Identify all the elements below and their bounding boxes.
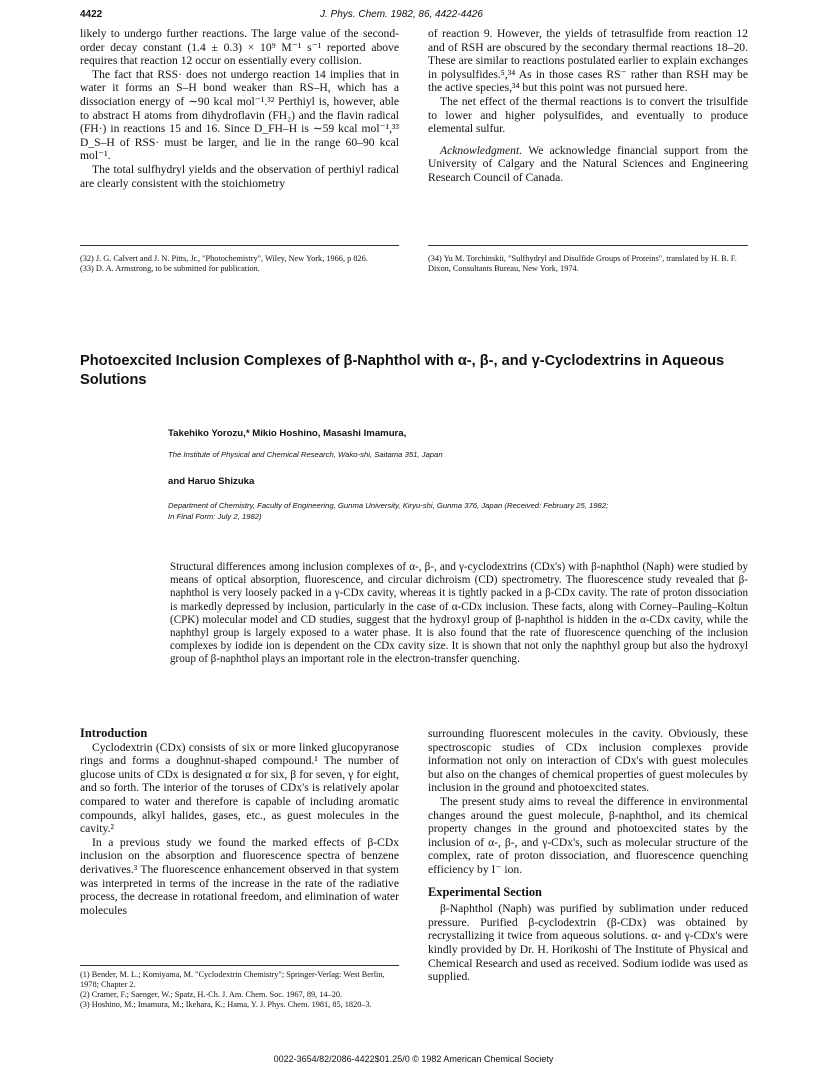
acknowledgment [428,144,748,185]
paragraph: The total sulfhydryl yields and the observation of perthiyl radical are clearly consistent with the stoichiometry [80,162,399,190]
journal-citation: J. Phys. Chem. 1982, 86, 4422-4426 [320,9,483,20]
page-number: 4422 [80,9,103,20]
article-footnotes [80,970,399,1010]
section-heading-introduction: Introduction [80,726,148,740]
copyright-footer: 0022-3654/82/2086-4422$01.25/0 © 1982 American Chemical Society [273,1054,554,1064]
paragraph: likely to undergo further reactions. The large value of the second-order decay constant (1.4 ± 0.3) × 10⁹ M⁻¹ s⁻¹ reported above requires that reaction 12 occur on essentially every collision. [80,27,399,68]
prev-footnotes-right [428,254,748,274]
affiliation-2-line: Department of Chemistry, Faculty of Engineering, Gunma University, Kiryu-shi, Gunma 376, Japan (Received: February 25, 1982; [168,501,609,510]
paragraph: The fact that RSS· does not undergo reaction 14 implies that in water it forms an S–H bond weaker than RS–H, which has a dissociation energy of ∼90 kcal mol⁻¹.³² Perthiyl is, however, able to abstract H atoms from dihydroflavin (FH₂) and the flavin radical (FH·) in reactions 15 and 16. Since D_FH–H is ∼59 kcal mol⁻¹,³³ D_S–H of RSS· must be larger, and lie in the range 60–90 kcal mol⁻¹. [80,67,399,163]
article-title: Photoexcited Inclusion Complexes of β-Naphthol with α-, β-, and γ-Cyclodextrins in Aqueous Solutions [80,353,725,388]
author-list-1: Takehiko Yorozu,* Mikio Hoshino, Masashi Imamura, [168,428,407,439]
footnote-divider [428,245,748,246]
prev-footnotes-left [80,254,399,274]
affiliation-2 [168,500,748,522]
affiliation-2-line: In Final Form: July 2, 1982) [168,512,262,521]
paragraph: of reaction 9. However, the yields of tetrasulfide from reaction 12 and of RSH are obscured by the secondary thermal reactions 18–20. These are similar to reactions postulated earlier to explain exchanges in polysulfides.⁵,³⁴ As in those cases RS⁻ rather than RSH may be the active species,³⁴ but this point was not pursued here. [428,27,748,95]
footnote: (1) Bender, M. L.; Komiyama, M. "Cyclodextrin Chemistry"; Springer-Verlag: West Berlin, 1978; Chapter 2. [80,970,385,989]
footnote: (32) J. G. Calvert and J. N. Pitts, Jr., "Photochemistry", Wiley, New York, 1966, p 826. [80,254,368,263]
paragraph: β-Naphthol (Naph) was purified by sublimation under reduced pressure. Purified β-cyclodextrin (β-CDx) was obtained by recrystallizing it twice from aqueous solutions. α- and γ-CDx's were kindly provided by Dr. H. Horikoshi of The Institute of Physical and Chemical Research and used as received. Sodium iodide was used as supplied. [428,902,748,984]
footnote: (2) Cramer, F.; Saenger, W.; Spatz, H.-Ch. J. Am. Chem. Soc. 1967, 89, 14–20. [80,990,343,999]
paragraph: surrounding fluorescent molecules in the cavity. Obviously, these spectroscopic studies of CDx inclusion complexes provide information not only on interaction of CDx's with guest molecules but also on the changes of chemical properties of guest molecules by inclusion in the ground and photoexcited states. [428,727,748,795]
body-right-column [428,727,748,984]
section-heading-experimental: Experimental Section [428,884,542,899]
abstract: Structural differences among inclusion complexes of α-, β-, and γ-cyclodextrins (CDx's) with β-naphthol (Naph) were studied by means of optical absorption, fluorescence, and circular dichroism (CD) spectrometry. The fluorescence study revealed that β-naphthol is very loosely packed in a γ-CDx cavity, whereas it is tightly packed in a β-CDx cavity. The rate of proton dissociation is markedly depressed by inclusion, particularly in the case of α-CDx inclusion. These facts, along with Corney–Pauling–Koltun (CPK) molecular model and CD studies, suggest that the hydroxyl group of β-naphthol is hidden in the α-CDx cavity, while the naphthyl group is largely exposed to a water phase. It is also found that the rate of fluorescence quenching of the inclusion complexes by iodide ion is dependent on the CDx cavity size. It is shown that not only the naphthyl group but also the hydroxyl group of β-naphthol plays an important role in the electron-transfer quenching. [170,561,748,666]
running-header [80,9,748,23]
paragraph: The present study aims to reveal the difference in environmental changes around the guest molecule, β-naphthol, and its chemical property changes in the ground and photoexcited states by the inclusion of α-, β-, and γ-CDx's, such as molecular structure of the complex, rate of proton dissociation, and fluorescence quenching efficiency by I⁻ ion. [428,794,748,876]
affiliation-1: The Institute of Physical and Chemical Research, Wako-shi, Saitama 351, Japan [168,450,443,459]
paragraph: In a previous study we found the marked effects of β-CDx inclusion on the absorption and fluorescence spectra of benzene derivatives.³ The fluorescence enhancement observed in that system was interpreted in terms of the increase in the rate of the radiative process, the decrease in rotational freedom, and elimination of water molecules [80,835,399,917]
prev-article-left-column [80,27,399,190]
footnote-divider [80,965,399,966]
body-left-column [80,727,399,917]
prev-article-right-column [428,27,748,185]
paragraph: Cyclodextrin (CDx) consists of six or more linked glucopyranose rings and forms a doughnut-shaped compound.¹ The number of glucose units of CDx is designated α for six, β for seven, γ for eight, and so forth. The interior of the toruses of CDx's is relatively apolar compared to water and therefore is capable of including aromatic compounds, alkyl halides, gases, etc., as guest molecules in the cavity.² [80,740,399,836]
footnote: (33) D. A. Armstrong, to be submitted for publication. [80,264,260,273]
author-list-2: and Haruo Shizuka [168,476,255,487]
acknowledgment-text: We acknowledge financial support from the University of Calgary and the Natural Sciences and Engineering Research Council of Canada. [428,143,748,184]
footnote: (3) Hoshino, M.; Imamura, M.; Ikehara, K.; Hama, Y. J. Phys. Chem. 1981, 85, 1820–3. [80,1000,372,1009]
footnote: (34) Yu M. Torchinskii, "Sulfhydryl and Disulfide Groups of Proteins", translated by H. B. F. Dixon, Consultants Bureau, New York, 1974. [428,254,737,273]
footnote-divider [80,245,399,246]
acknowledgment-label: Acknowledgment. [440,143,523,157]
paragraph: The net effect of the thermal reactions is to convert the trisulfide to lower and higher polysulfides, and eventually to produce elemental sulfur. [428,94,748,136]
